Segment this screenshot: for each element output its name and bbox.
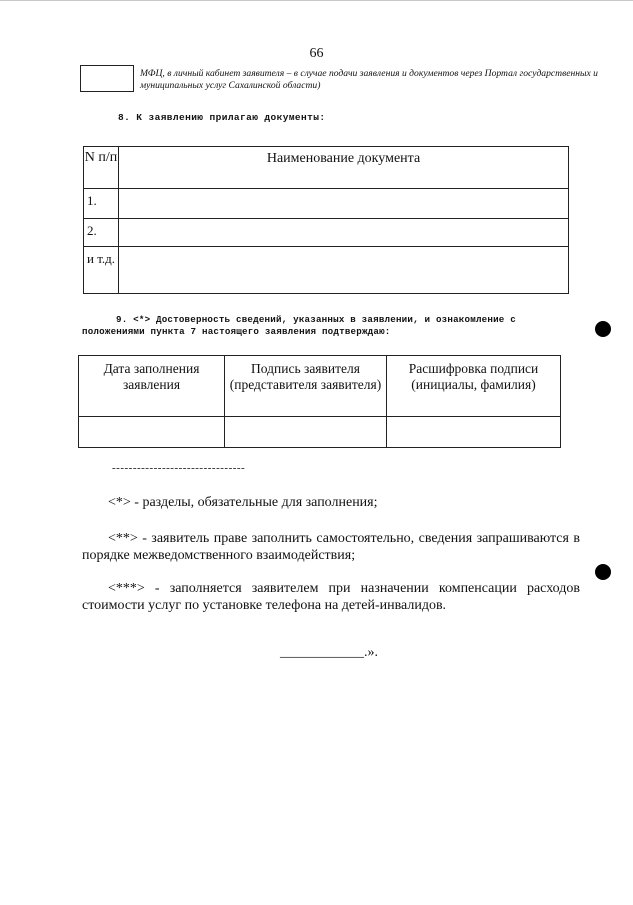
punch-hole <box>595 564 611 580</box>
footnote-optional: <**> - заявитель праве заполнить самостоятельно, сведения запрашиваются в порядке межведомственного взаимодействия; <box>82 531 580 563</box>
table-header-row <box>79 356 561 417</box>
closing-line: ____________.». <box>280 645 378 660</box>
page-number: 66 <box>309 46 324 61</box>
document-name-cell[interactable] <box>119 219 569 247</box>
table-row <box>84 247 569 294</box>
row-number-cell: 1. <box>84 189 119 219</box>
section-8-heading: 8. К заявлению прилагаю документы: <box>118 112 326 123</box>
column-header-document-name: Наименование документа <box>119 147 569 189</box>
delivery-option-checkbox[interactable] <box>80 65 134 92</box>
row-number-cell: 2. <box>84 219 119 247</box>
signature-table <box>78 355 561 448</box>
table-header-row <box>84 147 569 189</box>
column-header-number: N п/п <box>84 147 119 189</box>
column-header-signature-decoding: Расшифровка подписи (инициалы, фамилия) <box>387 356 561 417</box>
punch-hole <box>595 321 611 337</box>
footnote-separator: -------------------------------- <box>112 462 246 474</box>
table-row <box>79 417 561 448</box>
document-name-cell[interactable] <box>119 189 569 219</box>
table-row <box>84 189 569 219</box>
row-number-cell: и т.д. <box>84 247 119 294</box>
footnote-compensation: <***> - заполняется заявителем при назначении компенсации расходов стоимости услуг по установке телефона на детей-инвалидов. <box>82 581 580 613</box>
date-cell[interactable] <box>79 417 225 448</box>
attached-documents-table <box>83 146 569 294</box>
document-name-cell[interactable] <box>119 247 569 294</box>
column-header-signature: Подпись заявителя (представителя заявителя) <box>225 356 387 417</box>
table-row <box>84 219 569 247</box>
signature-decoding-cell[interactable] <box>387 417 561 448</box>
column-header-date: Дата заполнения заявления <box>79 356 225 417</box>
delivery-option-text: МФЦ, в личный кабинет заявителя – в случае подачи заявления и документов через Портал государственных и муниципальных услуг Сахалинской области) <box>140 68 598 91</box>
footnote-required: <*> - разделы, обязательные для заполнения; <box>108 495 378 510</box>
signature-cell[interactable] <box>225 417 387 448</box>
page-edge <box>0 0 633 1</box>
section-9-text: 9. <*> Достоверность сведений, указанных в заявлении, и ознакомление с положениями пункта 7 настоящего заявления подтверждаю: <box>82 314 516 337</box>
